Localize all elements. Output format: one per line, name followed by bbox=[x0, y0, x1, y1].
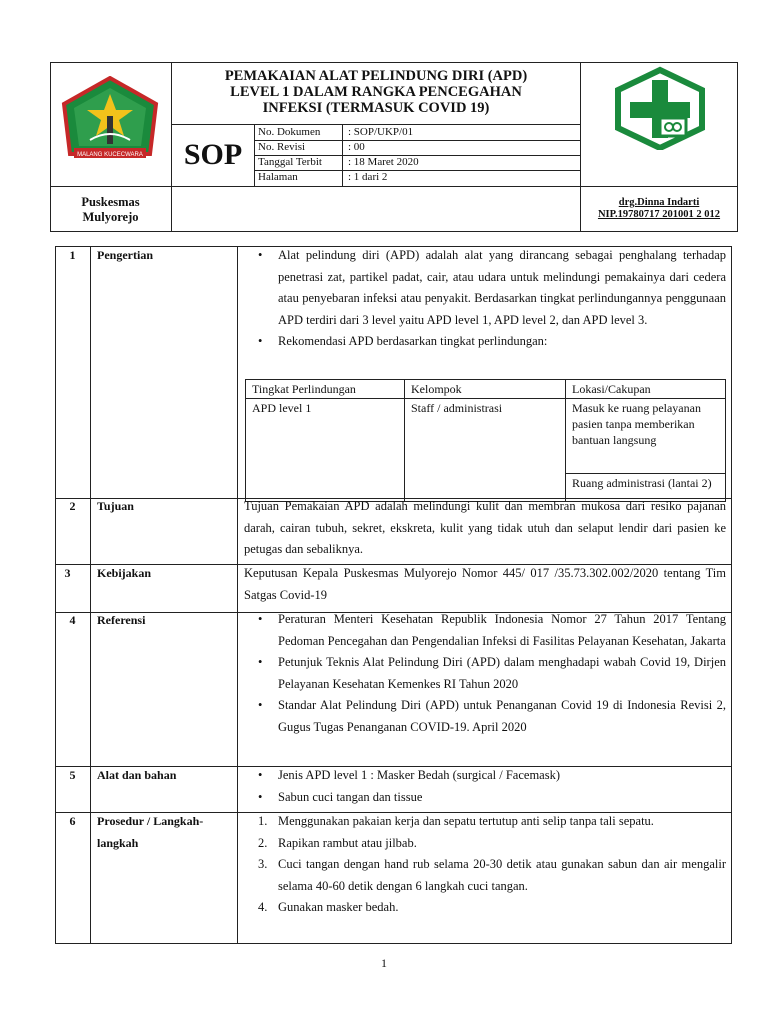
definition-bullet: • Alat pelindung diri (APD) adalah alat yang dirancang sebagai penghalang terhadap penetrasi zat, partikel padat, cair, atau udara untuk melindungi pemakainya dari cedera atau penyebaran infeksi atau penyakit. Berdasarkan tingkat perlindungannya penggunaan APD terdiri dari 3 level yaitu APD level 1, APD level 2, dan APD level 3. bbox=[278, 245, 726, 331]
section-label-3: Kebijakan bbox=[97, 566, 152, 580]
reference-item: • Petunjuk Teknis Alat Pelindung Diri (APD) dalam menghadapi wabah Covid 19, Dirjen Pelayanan Kesehatan Kemenkes RI Tahun 2020 bbox=[278, 652, 726, 695]
meta-key-date: Tanggal Terbit bbox=[258, 156, 322, 168]
section-content-6 bbox=[244, 811, 726, 919]
cell-level: APD level 1 bbox=[246, 399, 405, 502]
document-title: PEMAKAIAN ALAT PELINDUNG DIRI (APD) LEVEL 1 DALAM RANGKA PENCEGAHAN INFEKSI (TERMASUK COVID 19) bbox=[224, 68, 528, 116]
section-number-3: 3 bbox=[64, 566, 71, 580]
reference-item: • Standar Alat Pelindung Diri (APD) untuk Penanganan Covid 19 di Indonesia Revisi 2, Gugus Tugas Penanganan COVID-19. April 2020 bbox=[278, 695, 726, 738]
cell-location-2: Ruang administrasi (lantai 2) bbox=[566, 474, 726, 502]
section-number-5: 5 bbox=[69, 768, 76, 782]
cell-group: Staff / administrasi bbox=[405, 399, 566, 502]
section-number-1: 1 bbox=[69, 248, 76, 262]
meta-key-revision: No. Revisi bbox=[258, 141, 306, 153]
meta-value-doc: : SOP/UKP/01 bbox=[348, 126, 414, 138]
sop-label: SOP bbox=[183, 138, 243, 171]
organization-name: Puskesmas Mulyorejo bbox=[81, 195, 140, 224]
col-header-group: Kelompok bbox=[405, 380, 566, 399]
meta-value-page: : 1 dari 2 bbox=[348, 171, 388, 183]
section-content-3: Keputusan Kepala Puskesmas Mulyorejo Nomor 445/ 017 /35.73.302.002/2020 tentang Tim Satgas Covid-19 bbox=[244, 566, 726, 602]
meta-key-page: Halaman bbox=[258, 171, 298, 183]
procedure-step: 1. Menggunakan pakaian kerja dan sepatu tertutup anti selip tanpa tali sepatu. bbox=[258, 814, 654, 828]
puskesmas-logo bbox=[612, 66, 708, 150]
section-label-2: Tujuan bbox=[97, 499, 134, 513]
meta-value-date: : 18 Maret 2020 bbox=[348, 156, 419, 168]
page-number: 1 bbox=[381, 956, 387, 970]
reference-item: • Peraturan Menteri Kesehatan Republik Indonesia Nomor 27 Tahun 2017 Tentang Pedoman Pencegahan dan Pengendalian Infeksi di Fasilitas Pelayanan Kesehatan, Jakarta bbox=[278, 609, 726, 652]
procedure-step: 3. Cuci tangan dengan hand rub selama 20-30 detik atau gunakan sabun dan air mengalir selama 40-60 detik dengan 6 langkah cuci tangan. bbox=[258, 857, 726, 893]
section-label-1: Pengertian bbox=[97, 248, 153, 262]
section-content-4 bbox=[244, 609, 726, 738]
section-number-4: 4 bbox=[69, 613, 76, 627]
meta-key-doc: No. Dokumen bbox=[258, 126, 321, 138]
section-number-2: 2 bbox=[69, 499, 76, 513]
col-header-level: Tingkat Perlindungan bbox=[246, 380, 405, 399]
cell-location-1: Masuk ke ruang pelayanan pasien tanpa memberikan bantuan langsung bbox=[566, 399, 726, 474]
logo-motto: MALANG KUCECWARA bbox=[77, 152, 143, 158]
section-label-6: Prosedur / Langkah- langkah bbox=[97, 814, 204, 850]
protection-level-table bbox=[245, 379, 726, 502]
malang-city-logo bbox=[60, 76, 160, 166]
procedure-step: 4. Gunakan masker bedah. bbox=[258, 900, 399, 914]
col-header-location: Lokasi/Cakupan bbox=[566, 380, 726, 399]
signer-block: drg.Dinna Indarti NIP.19780717 201001 2 012 bbox=[597, 197, 721, 220]
section-content-5 bbox=[244, 765, 726, 808]
section-content-2: Tujuan Pemakaian APD adalah melindungi kulit dan membran mukosa dari resiko pajanan darah, cairan tubuh, sekret, ekskreta, kulit yang tidak utuh dan selaput lendir dari pasien ke petugas dan sebaliknya. bbox=[244, 499, 726, 556]
section-label-5: Alat dan bahan bbox=[97, 768, 177, 782]
material-item: • Sabun cuci tangan dan tissue bbox=[278, 787, 726, 809]
section-content-1 bbox=[244, 245, 726, 353]
section-label-4: Referensi bbox=[97, 613, 146, 627]
recommendation-bullet: • Rekomendasi APD berdasarkan tingkat perlindungan: bbox=[278, 331, 726, 353]
section-number-6: 6 bbox=[69, 814, 76, 828]
meta-value-revision: : 00 bbox=[348, 141, 365, 153]
procedure-step: 2. Rapikan rambut atau jilbab. bbox=[258, 835, 417, 850]
material-item: • Jenis APD level 1 : Masker Bedah (surgical / Facemask) bbox=[278, 765, 726, 787]
